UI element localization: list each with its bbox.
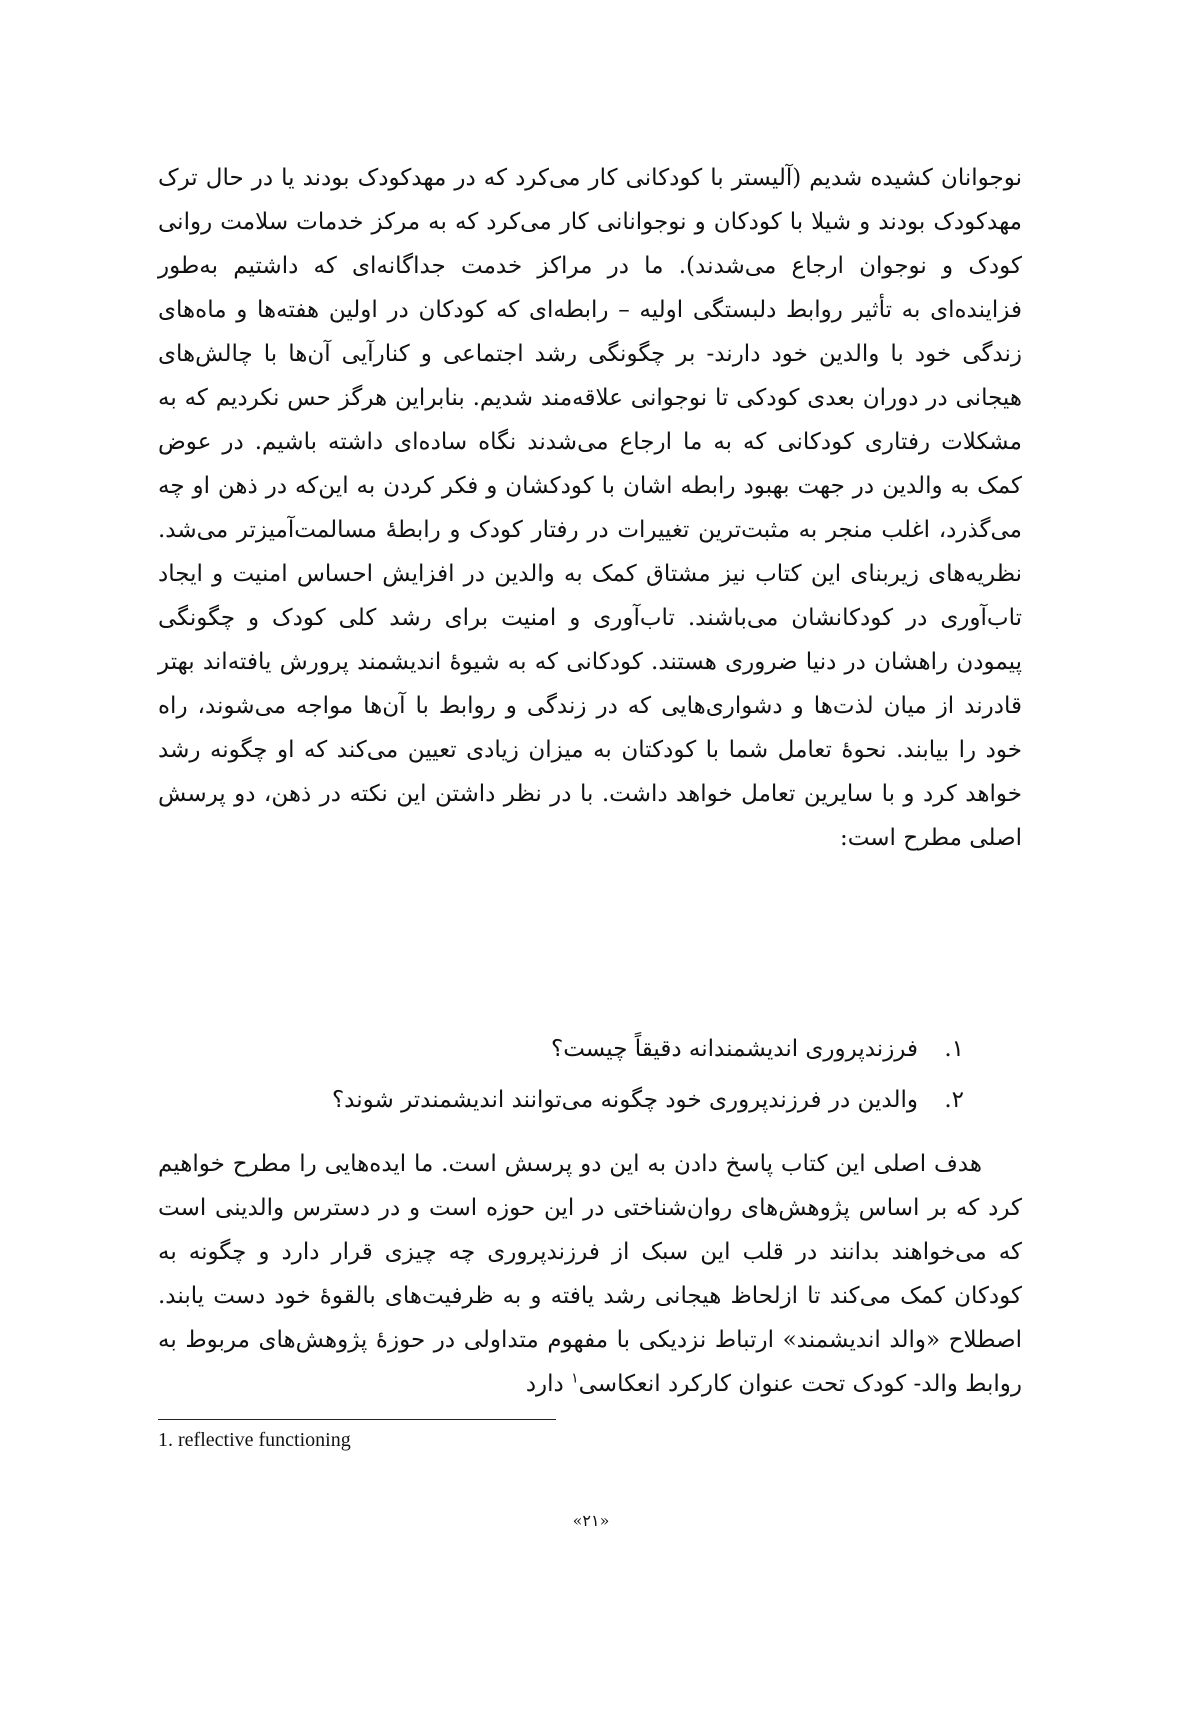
footnote-text: 1. reflective functioning (158, 1429, 351, 1451)
footnote-reference-mark: ۱ (571, 1370, 579, 1387)
body-paragraph-2 (158, 1142, 1022, 1406)
footnote-divider (158, 1419, 556, 1420)
list-item-text: والدین در فرزندپروری خود چگونه می‌توانند اندیشمندتر شوند؟ (331, 1087, 918, 1113)
body-paragraph-1: نوجوانان کشیده شدیم (آلیستر با کودکانی کار می‌کرد که در مهدکودک بودند یا در حال ترک مهدکودک بودند و شیلا با کودکان و نوجوانانی کار می‌کرد که به مرکز خدمات سلامت روانی کودک و نوجوان ارجاع می‌شدند). ما در مراکز خدمت جداگانه‌ای که داشتیم به‌طور فزاینده‌ای به تأثیر روابط دلبستگی اولیه – رابطه‌ای که کودکان در اولین هفته‌ها و ماه‌های زندگی خود با والدین خود دارند- بر چگونگی رشد اجتماعی و کنارآیی آن‌ها با چالش‌های هیجانی در دوران بعدی کودکی تا نوجوانی علاقه‌مند شدیم. بنابراین هرگز حس نکردیم که به مشکلات رفتاری کودکانی که به ما ارجاع می‌شدند نگاه ساده‌ای داشته باشیم. در عوض کمک به والدین در جهت بهبود رابطه اشان با کودکشان و فکر کردن به این‌که در ذهن او چه می‌گذرد، اغلب منجر به مثبت‌ترین تغییرات در رفتار کودک و رابطهٔ مسالمت‌آمیزتر می‌شد. نظریه‌های زیربنای این کتاب نیز مشتاق کمک به والدین در افزایش احساس امنیت و ایجاد تاب‌آوری در کودکانشان می‌باشند. تاب‌آوری و امنیت برای رشد کلی کودک و چگونگی پیمودن راهشان در دنیا ضروری هستند. کودکانی که به شیوهٔ اندیشمند پرورش یافته‌اند بهتر قادرند از میان لذت‌ها و دشواری‌هایی که در زندگی و روابط با آن‌ها مواجه می‌شوند، راه خود را بیابند. نحوهٔ تعامل شما با کودکتان به میزان زیادی تعیین می‌کند که او چگونه رشد خواهد کرد و با سایرین تعامل خواهد داشت. با در نظر داشتن این نکته در ذهن، دو پرسش اصلی مطرح است: (158, 165, 1022, 851)
question-list (158, 1024, 1022, 1126)
list-item (158, 1024, 1022, 1075)
list-item (158, 1075, 1022, 1126)
list-item-number: ۱. (944, 1036, 964, 1062)
list-item-number: ۲. (944, 1087, 964, 1113)
list-item-text: فرزندپروری اندیشمندانه دقیقاً چیست؟ (550, 1036, 918, 1062)
page-number: «۲۱» (572, 1511, 610, 1530)
paragraph-2-ending: دارد (525, 1371, 572, 1397)
paragraph-2-text: هدف اصلی این کتاب پاسخ دادن به این دو پرسش است. ما ایده‌هایی را مطرح خواهیم کرد که بر اساس پژوهش‌های روان‌شناختی در این حوزه است و در دسترس والدینی است که می‌خواهند بدانند در قلب این سبک از فرزندپروری چه چیزی قرار دارد و چگونه به کودکان کمک می‌کند تا ازلحاظ هیجانی رشد یافته و به ظرفیت‌های بالقوهٔ خود دست یابند. اصطلاح «والد اندیشمند» ارتباط نزدیکی با مفهوم متداولی در حوزهٔ پژوهش‌های مربوط به روابط والد- کودک تحت عنوان کارکرد انعکاسی (158, 1151, 1022, 1397)
